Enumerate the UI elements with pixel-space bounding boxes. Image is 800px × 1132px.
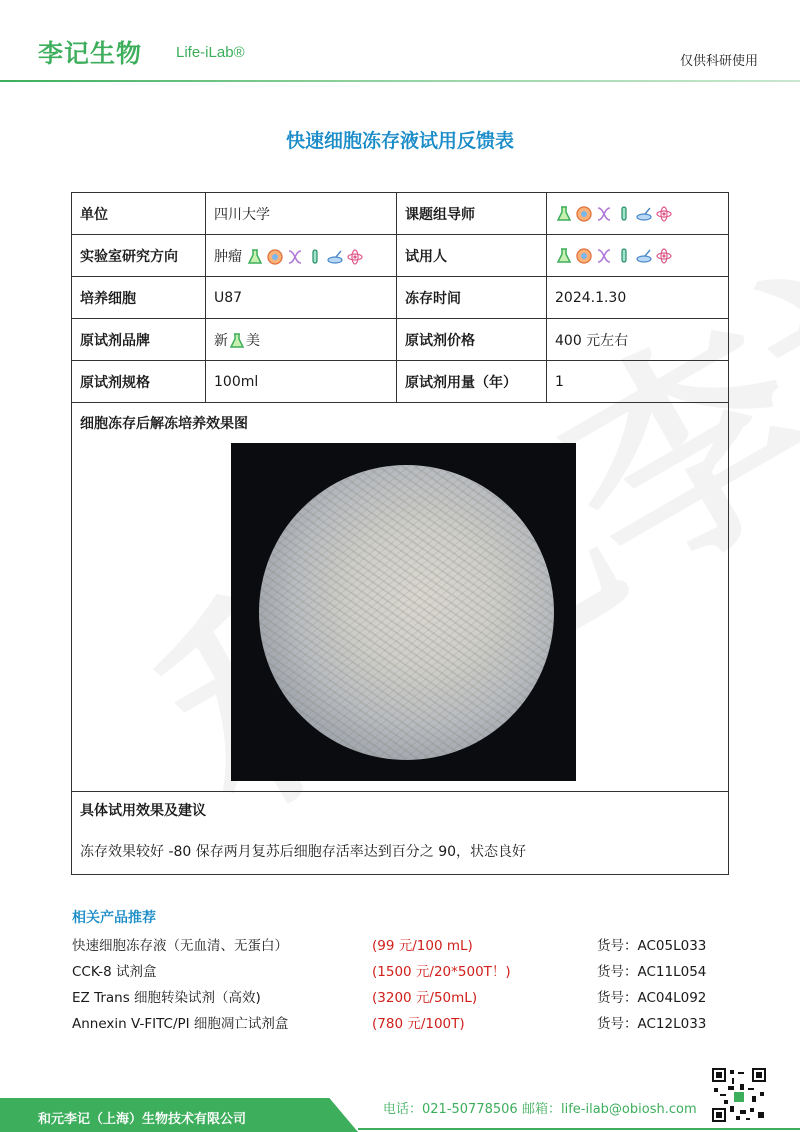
list-item xyxy=(72,984,732,1010)
label-trial-user: 试用人 xyxy=(397,235,547,277)
redaction-icons xyxy=(555,247,673,265)
brand-text-prefix: 新 xyxy=(214,332,228,349)
footer-phone: 电话：021-50778506 xyxy=(383,1102,518,1117)
logo-chinese: 李记生物 xyxy=(38,39,143,68)
research-use-note: 仅供科研使用 xyxy=(679,54,758,69)
microscope-field xyxy=(259,465,554,760)
value-supervisor-redacted xyxy=(547,193,729,235)
label-original-brand: 原试剂品牌 xyxy=(72,319,206,361)
redaction-icons xyxy=(246,248,364,266)
flask-icon xyxy=(246,248,264,266)
table-row xyxy=(72,277,729,319)
label-original-price: 原试剂价格 xyxy=(397,319,547,361)
list-item xyxy=(72,958,732,984)
value-trial-user-redacted xyxy=(547,235,729,277)
value-original-spec: 100ml xyxy=(206,361,397,403)
header-divider xyxy=(0,80,800,82)
value-annual-usage: 1 xyxy=(547,361,729,403)
brand-text-suffix: 美 xyxy=(246,332,260,349)
redaction-icons xyxy=(555,205,673,223)
product-code: 货号：AC12L033 xyxy=(597,1016,707,1032)
test-tube-icon xyxy=(615,205,633,223)
dna-icon xyxy=(595,247,613,265)
value-original-price: 400 元左右 xyxy=(547,319,729,361)
product-name: Annexin V-FITC/PI 细胞凋亡试剂盒 xyxy=(72,1016,289,1032)
page-title: 快速细胞冻存液试用反馈表 xyxy=(285,130,514,152)
qr-code-icon xyxy=(712,1068,766,1122)
label-annual-usage: 原试剂用量（年） xyxy=(397,361,547,403)
petri-dish-icon xyxy=(635,247,653,265)
product-name: CCK-8 试剂盒 xyxy=(72,964,157,980)
microscope-photo xyxy=(231,443,576,781)
atom-icon xyxy=(346,248,364,266)
value-cultured-cells: U87 xyxy=(206,277,397,319)
table-row xyxy=(72,319,729,361)
product-code: 货号：AC04L092 xyxy=(597,990,707,1006)
research-direction-text: 肿瘤 xyxy=(214,248,242,265)
value-research-direction xyxy=(206,235,397,277)
flask-icon xyxy=(228,332,246,350)
footer-divider xyxy=(358,1128,800,1130)
product-price: (99 元/100 mL) xyxy=(372,938,473,954)
label-unit: 单位 xyxy=(72,193,206,235)
table-row xyxy=(72,361,729,403)
atom-icon xyxy=(655,205,673,223)
cell-icon xyxy=(575,247,593,265)
table-row xyxy=(72,828,729,875)
flask-icon xyxy=(555,247,573,265)
related-products-title: 相关产品推荐 xyxy=(72,910,156,926)
table-row xyxy=(72,792,729,829)
value-original-brand xyxy=(206,319,397,361)
table-row xyxy=(72,403,729,792)
cell-icon xyxy=(575,205,593,223)
image-section xyxy=(72,403,729,792)
feedback-form-table xyxy=(71,192,729,875)
product-name: 快速细胞冻存液（无血清、无蛋白） xyxy=(72,938,288,954)
list-item xyxy=(72,1010,732,1036)
value-freeze-time: 2024.1.30 xyxy=(547,277,729,319)
label-supervisor: 课题组导师 xyxy=(397,193,547,235)
table-row xyxy=(72,193,729,235)
product-price: (780 元/100T) xyxy=(372,1016,465,1032)
label-original-spec: 原试剂规格 xyxy=(72,361,206,403)
logo-english: Life-iLab® xyxy=(176,44,245,61)
footer-company: 和元李记（上海）生物技术有限公司 xyxy=(38,1112,247,1127)
petri-dish-icon xyxy=(326,248,344,266)
dna-icon xyxy=(595,205,613,223)
value-unit: 四川大学 xyxy=(206,193,397,235)
product-price: (3200 元/50mL) xyxy=(372,990,478,1006)
petri-dish-icon xyxy=(635,205,653,223)
feedback-label: 具体试用效果及建议 xyxy=(72,792,729,829)
footer-email: 邮箱：life-ilab@obiosh.com xyxy=(522,1102,697,1117)
product-code: 货号：AC05L033 xyxy=(597,938,707,954)
label-research-direction: 实验室研究方向 xyxy=(72,235,206,277)
feedback-text: 冻存效果较好 -80 保存两月复苏后细胞存活率达到百分之 90，状态良好 xyxy=(72,828,729,875)
atom-icon xyxy=(655,247,673,265)
product-code: 货号：AC11L054 xyxy=(597,964,707,980)
label-freeze-time: 冻存时间 xyxy=(397,277,547,319)
dna-icon xyxy=(286,248,304,266)
test-tube-icon xyxy=(615,247,633,265)
table-row xyxy=(72,235,729,277)
flask-icon xyxy=(555,205,573,223)
test-tube-icon xyxy=(306,248,324,266)
page-header xyxy=(0,0,800,82)
cell-icon xyxy=(266,248,284,266)
image-section-label: 细胞冻存后解冻培养效果图 xyxy=(80,416,248,432)
label-cultured-cells: 培养细胞 xyxy=(72,277,206,319)
product-name: EZ Trans 细胞转染试剂（高效) xyxy=(72,990,261,1006)
product-price: (1500 元/20*500T！) xyxy=(372,964,511,980)
related-products-list xyxy=(72,932,732,1036)
list-item xyxy=(72,932,732,958)
